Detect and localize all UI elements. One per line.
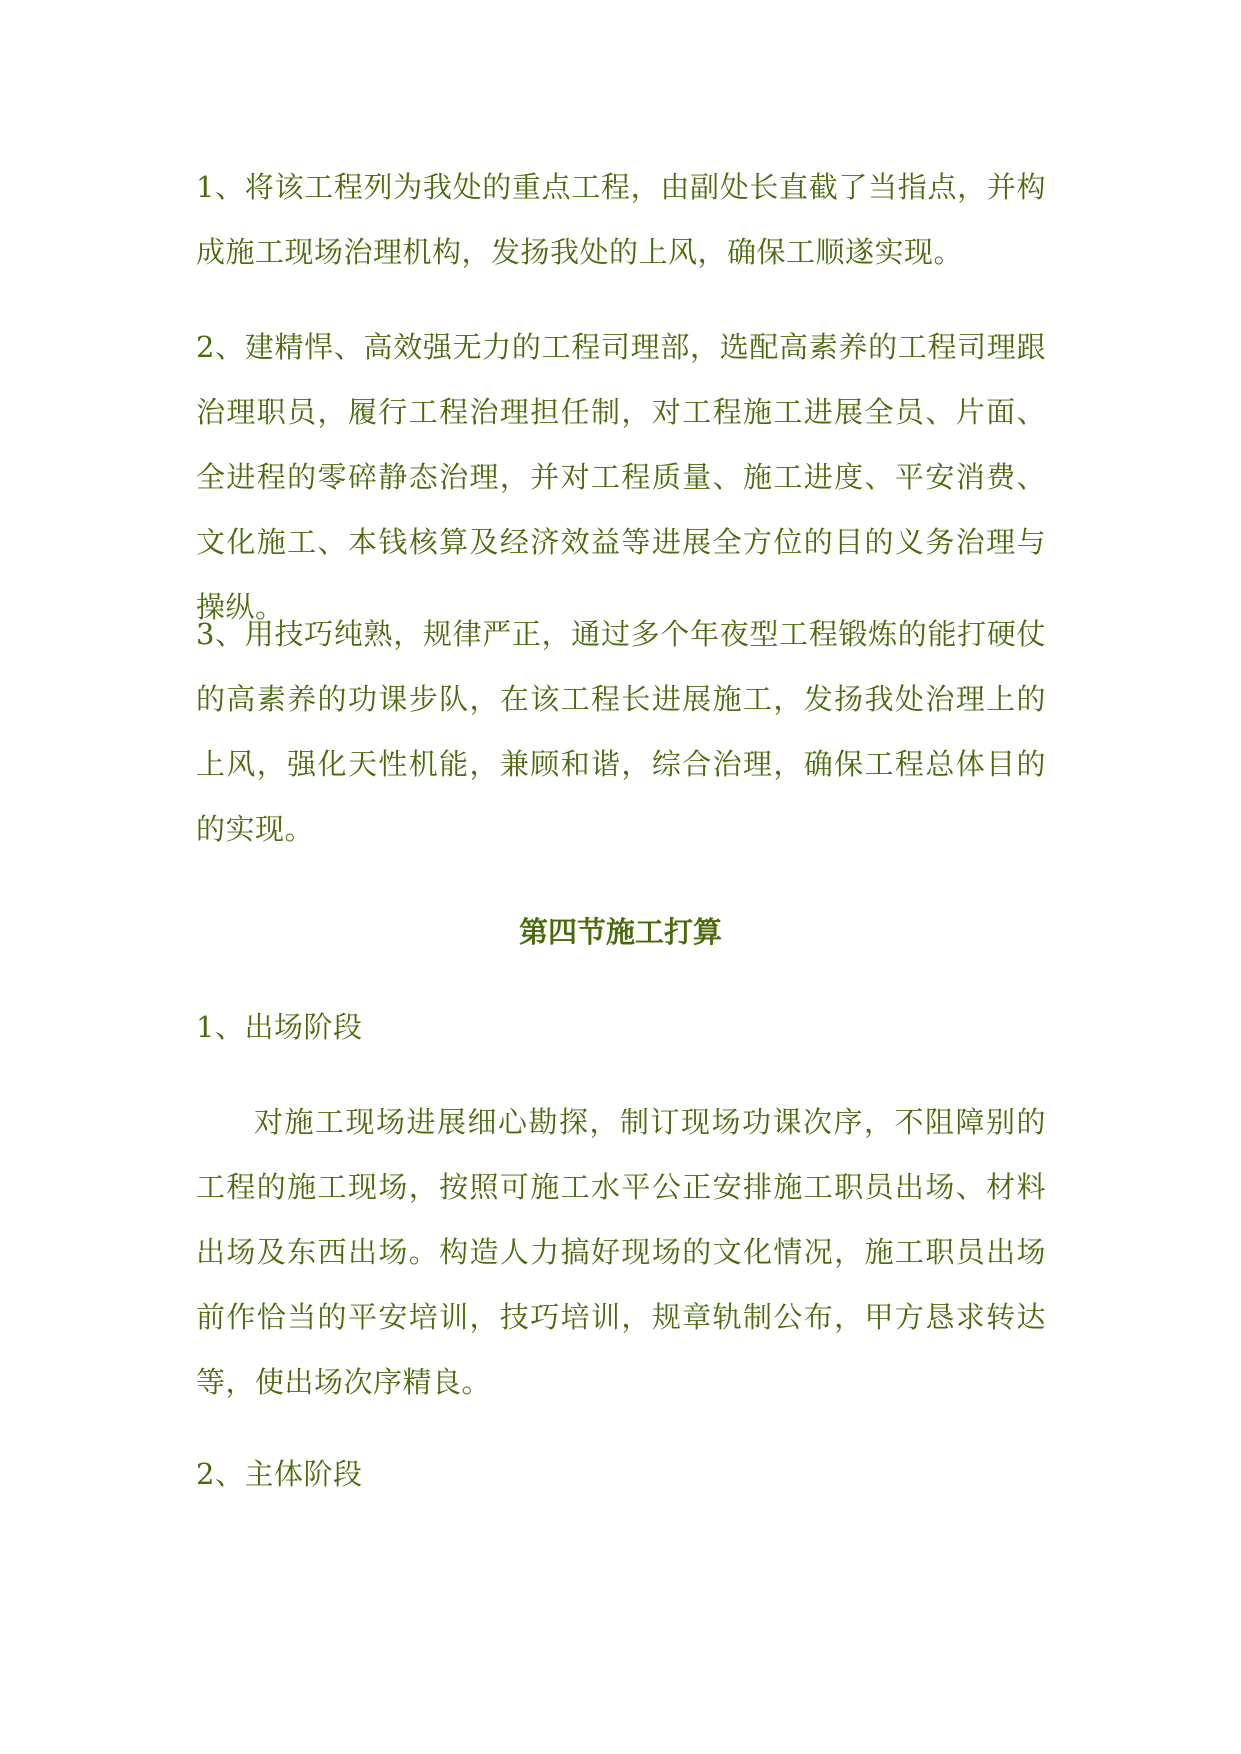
paragraph-3: 3、用技巧纯熟，规律严正，通过多个年夜型工程锻炼的能打硬仗的高素养的功课步队，在该工程长进展施工，发扬我处治理上的上风，强化天性机能，兼顾和谐，综合治理，确保工程总体目的的实现。 <box>196 617 1046 846</box>
stage1-body: 对施工现场进展细心勘探，制订现场功课次序，不阻障别的工程的施工现场，按照可施工水平公正安排施工职员出场、材料出场及东西出场。构造人力搞好现场的文化情况，施工职员出场前作恰当的平安培训，技巧培训，规章轨制公布，甲方恳求转达等，使出场次序精良。 <box>196 1105 1046 1399</box>
paragraph-1: 1、将该工程列为我处的重点工程，由副处长直截了当指点，并构成施工现场治理机构，发扬我处的上风，确保工顺遂实现。 <box>196 170 1046 269</box>
section-heading: 第四节施工打算 <box>518 915 722 949</box>
paragraph-2: 2、建精悍、高效强无力的工程司理部，选配高素养的工程司理跟治理职员，履行工程治理担任制，对工程施工进展全员、片面、全进程的零碎静态治理，并对工程质量、施工进度、平安消费、文化施工、本钱核算及经济效益等进展全方位的目的义务治理与操纵。 <box>196 330 1046 624</box>
stage1-title: 1、出场阶段 <box>196 1010 363 1044</box>
stage2-title: 2、主体阶段 <box>196 1457 363 1491</box>
